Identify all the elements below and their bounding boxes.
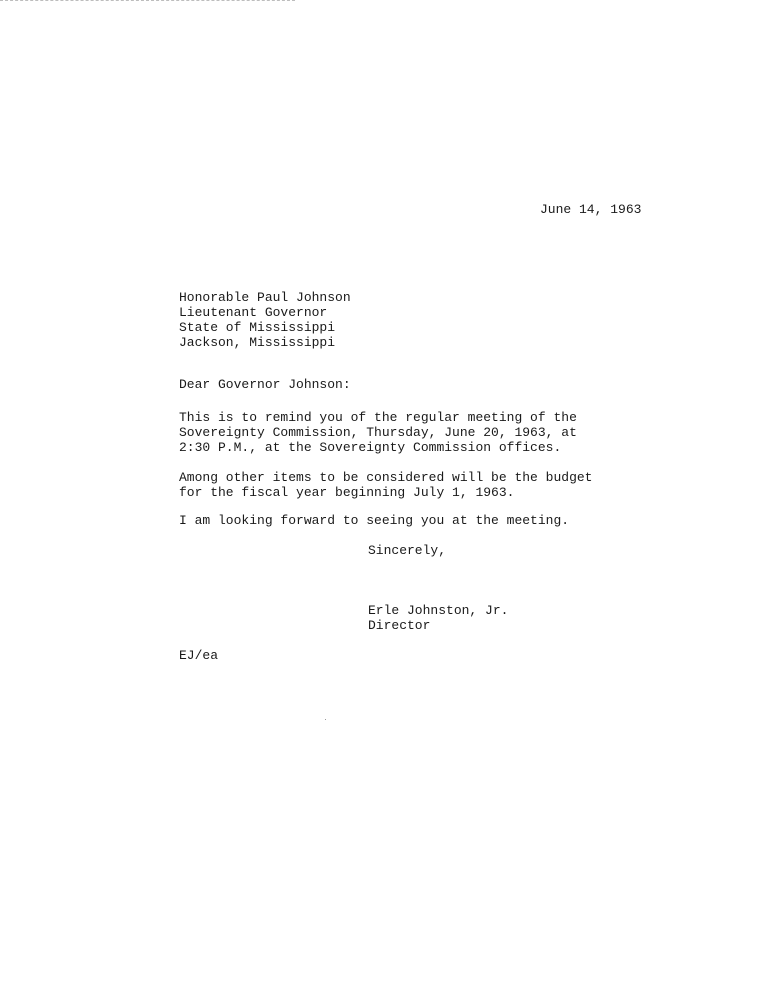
body-paragraph-budget: Among other items to be considered will be the budget for the fiscal year beginning July 1, 1963.: [179, 470, 593, 500]
recipient-name: Honorable Paul Johnson: [179, 290, 351, 305]
signer-title: Director: [368, 618, 431, 633]
body-paragraph-meeting-reminder: This is to remind you of the regular meeting of the Sovereignty Commission, Thursday, June 20, 1963, at 2:30 P.M., at the Sovereignty Commission offices.: [179, 410, 577, 455]
signer-name: Erle Johnston, Jr.: [368, 603, 509, 618]
recipient-title: Lieutenant Governor: [179, 305, 328, 320]
recipient-city: Jackson, Mississippi: [179, 335, 336, 350]
signature-block: [368, 603, 508, 633]
recipient-address-block: [179, 290, 351, 350]
recipient-state: State of Mississippi: [179, 320, 336, 335]
typist-initials: EJ/ea: [179, 648, 219, 663]
letter-date: June 14, 1963: [540, 202, 642, 217]
salutation: Dear Governor Johnson:: [179, 377, 351, 392]
body-paragraph-closing-remark: I am looking forward to seeing you at the meeting.: [179, 513, 570, 528]
top-edge-dashed-line: [0, 0, 295, 1]
complimentary-closing: Sincerely,: [368, 543, 447, 558]
scan-speck: [325, 719, 326, 720]
